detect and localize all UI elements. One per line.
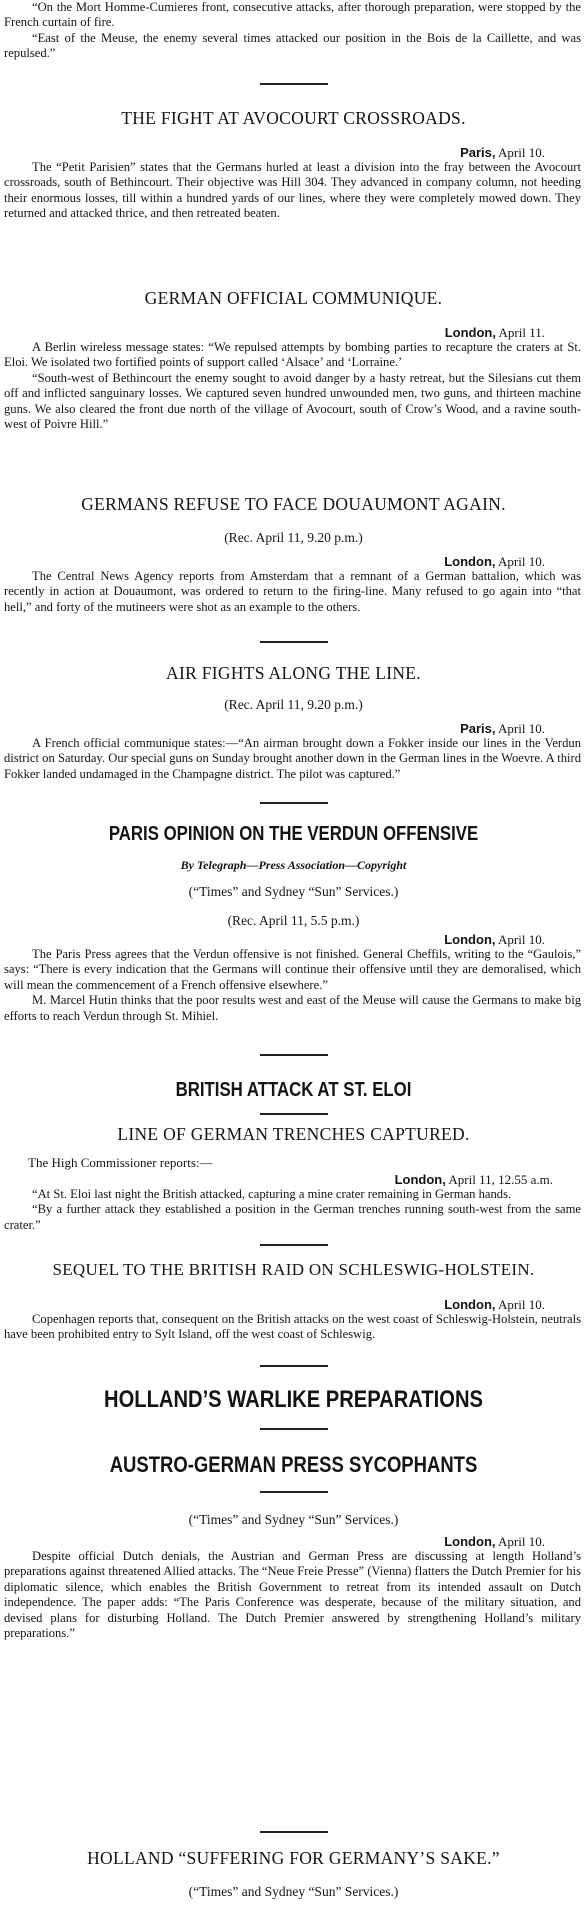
article-german-communique [0,288,587,309]
paragraph: “On the Mort Homme-Cumieres front, consecutive attacks, after thorough preparation, were stopped by the French curtain of fire. [4,0,581,30]
services-line-wrap [0,1884,587,1900]
divider-rule [0,1428,587,1430]
dateline-date: April 10. [498,145,545,160]
headline: GERMANS REFUSE TO FACE DOUAUMONT AGAIN. [81,494,506,514]
article-air-fights [0,663,587,684]
paragraph: Copenhagen reports that, consequent on the British attacks on the west coast of Schleswig-Holstein, neutrals have been prohibited entry to Sylt Island, off the west coast of Schleswig. [4,1312,581,1342]
headline: HOLLAND’S WARLIKE PREPARATIONS [104,1386,483,1413]
paragraph: “South-west of Bethincourt the enemy sought to avoid danger by a hasty retreat, but the Silesians cut them off and inflicted sanguinary losses. We captured seven hundred unwounded men, two guns, and thirteen machine guns. We also cleared the front due north of the village of Avocourt, south of Crow’s Wood, and a ravine south-west of Poivre Hill.” [4,370,581,432]
divider-rule [0,83,587,85]
paragraph: A French official communique states:—“An airman brought down a Fokker inside our lines in the Verdun district on Saturday. Our special guns on Sunday brought another down in the German lines in the Woevre. A third Fokker landed undamaged in the Champagne district. The pilot was captured.” [4,736,581,781]
services-line-wrap [0,1512,587,1528]
byline-wrap [0,858,587,873]
divider-rule [0,1365,587,1367]
headline: THE FIGHT AT AVOCOURT CROSSROADS. [121,108,466,128]
subhead-wrap [0,1452,587,1478]
article-holland [0,1386,587,1414]
rec-line-wrap [0,913,587,929]
dateline-date: April 11, 12.55 a.m. [448,1172,553,1187]
divider-rule [0,1054,587,1056]
dateline-place: London, [444,932,496,947]
headline: SEQUEL TO THE BRITISH RAID ON SCHLESWIG-HOLSTEIN. [52,1260,535,1279]
subhead: AUSTRO-GERMAN PRESS SYCOPHANTS [109,1452,478,1477]
article-body [0,340,587,432]
rec-line: (Rec. April 11, 9.20 p.m.) [224,697,363,712]
intro-wrap [0,1155,587,1170]
intro-line: The High Commissioner reports:— [28,1155,213,1170]
dateline-place: London, [444,554,496,569]
article-schleswig [0,1260,587,1280]
rec-line-wrap [0,530,587,546]
divider-rule [0,1113,587,1115]
divider-rule [0,641,587,643]
dateline-date: April 11. [498,325,545,340]
dateline-date: April 10. [498,1297,545,1312]
dateline [0,145,587,160]
services-line: (“Times” and Sydney “Sun” Services.) [188,884,399,899]
dateline-date: April 10. [498,554,545,569]
article-st-eloi [0,1079,587,1102]
headline: AIR FIGHTS ALONG THE LINE. [166,663,421,683]
rec-line: (Rec. April 11, 5.5 p.m.) [227,913,360,928]
paragraph: Despite official Dutch denials, the Austrian and German Press are discussing at length Holland’s preparations against threatened Allied attacks. The “Neue Freie Presse” (Vienna) flatters the Dutch Premier for his diplomatic silence, which enables the British Government to retreat from its intended assault on Dutch independence. The paper adds: “The Paris Conference was desperate, because of the military situation, and devised plans for disturbing Holland. The Dutch Premier answered by strengthening Holland’s military preparations.” [4,1549,581,1641]
dateline-place: Paris, [460,721,496,736]
divider-rule [0,1491,587,1493]
paragraph: A Berlin wireless message states: “We repulsed attempts by bombing parties to recapture the craters at St. Eloi. We isolated two fortified points of support called ‘Alsace’ and ‘Lorraine.’ [4,340,581,370]
dateline [0,325,587,340]
dateline-place: London, [394,1172,446,1187]
services-line-wrap [0,884,587,900]
article-paris-opinion [0,823,587,846]
dateline-date: April 10. [498,932,545,947]
services-line: (“Times” and Sydney “Sun” Services.) [188,1884,399,1899]
article-continuation [0,0,587,62]
dateline [0,1297,587,1312]
dateline [0,1534,587,1549]
dateline [0,554,587,569]
paragraph: “East of the Meuse, the enemy several times attacked our position in the Bois de la Caillette, and was repulsed.” [4,30,581,61]
paragraph: The “Petit Parisien” states that the Germans hurled at least a division into the fray between the Avocourt crossroads, south of Bethincourt. Their objective was Hill 304. They advanced in company column, not heeding their enormous losses, till within a hundred yards of our lines, where they were completely mowed down. They returned and attacked thrice, and then retreated beaten. [4,160,581,221]
article-douaumont [0,494,587,515]
dateline [0,1172,587,1187]
article-avocourt [0,108,587,129]
paragraph: M. Marcel Hutin thinks that the poor results west and east of the Meuse will cause the Germans to make big efforts to reach Verdun through St. Mihiel. [4,993,581,1023]
dateline-place: London, [444,1534,496,1549]
article-body [0,1549,587,1641]
article-holland-suffering [0,1848,587,1869]
rec-line: (Rec. April 11, 9.20 p.m.) [224,530,363,545]
rec-line-wrap [0,697,587,713]
paragraph: “By a further attack they established a position in the German trenches running south-west from the same crater.” [4,1202,581,1232]
paragraph: The Paris Press agrees that the Verdun offensive is not finished. General Cheffils, writing to the “Gaulois,” says: “There is every indication that the Germans will continue their offensive until they are demoralised, which will mean the commencement of a French offensive elsewhere.” [4,947,581,992]
dateline [0,932,587,947]
article-body [0,736,587,782]
article-body [0,569,587,615]
dateline [0,721,587,736]
subhead-wrap [0,1124,587,1145]
divider-rule [0,1831,587,1833]
dateline-date: April 10. [498,1534,545,1549]
paragraph: The Central News Agency reports from Amsterdam that a remnant of a German battalion, which was recently in action at Douaumont, was ordered to return to the firing-line. Many refused to go again into “that hell,” and forty of the mutineers were shot as an example to the others. [4,569,581,614]
subhead: LINE OF GERMAN TRENCHES CAPTURED. [117,1124,470,1144]
paragraph: “At St. Eloi last night the British attacked, capturing a mine crater remaining in German hands. [32,1187,512,1201]
byline: By Telegraph—Press Association—Copyright [180,858,407,872]
headline: PARIS OPINION ON THE VERDUN OFFENSIVE [108,823,479,845]
dateline-place: London, [444,1297,496,1312]
dateline-place: London, [444,325,496,340]
dateline-date: April 10. [498,721,545,736]
divider-rule [0,1244,587,1246]
divider-rule [0,802,587,804]
headline: HOLLAND “SUFFERING FOR GERMANY’S SAKE.” [87,1848,500,1868]
article-body [0,1187,587,1233]
article-body [0,947,587,1024]
article-body [0,1312,587,1343]
dateline-place: Paris, [460,145,496,160]
article-body [0,160,587,222]
headline: GERMAN OFFICIAL COMMUNIQUE. [144,288,443,308]
services-line: (“Times” and Sydney “Sun” Services.) [188,1512,399,1527]
headline: BRITISH ATTACK AT ST. ELOI [175,1079,412,1101]
